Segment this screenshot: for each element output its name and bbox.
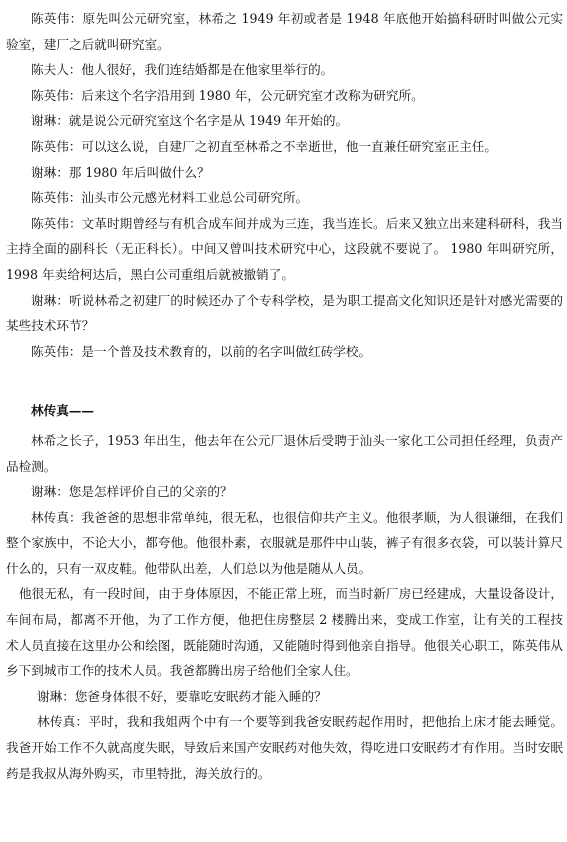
paragraph: 陈英伟：文革时期曾经与有机合成车间并成为三连，我当连长。后来又独立出来建科研科，我当主持全面的副科长（无正科长）。中间又曾叫技术研究中心，这段就不要说了。 1980 年叫研究所，1998 年卖给柯达后，黑白公司重组后就被撤销了。 bbox=[6, 215, 563, 282]
paragraph: 林希之长子，1953 年出生，他去年在公元厂退休后受聘于汕头一家化工公司担任经理，负责产品检测。 bbox=[6, 432, 563, 474]
paragraph: 谢琳：您爸身体很不好，要靠吃安眠药才能入睡的？ bbox=[37, 688, 327, 704]
section-heading: 林传真—— bbox=[31, 403, 94, 419]
paragraph: 谢琳：那 1980 年后叫做什么？ bbox=[31, 164, 210, 180]
paragraph: 陈英伟：是一个普及技术教育的，以前的名字叫做红砖学校。 bbox=[31, 343, 372, 359]
paragraph: 谢琳：您是怎样评价自己的父亲的？ bbox=[31, 484, 233, 500]
paragraph: 他很无私，有一段时间，由于身体原因，不能正常上班，而当时新厂房已经建成，大量设备设计，车间布局，都离不开他，为了工作方便，他把住房整层 2 楼腾出来，变成工作室，让有关的工程技术人员直接在这里办公和绘图，既能随时沟通，又能随时得到他亲自指导。他很关心职工，陈英伟从乡下到城市工作的技术人员。我爸都腾出房子给他们全家人住。 bbox=[6, 586, 563, 679]
paragraph: 林传真：我爸爸的思想非常单纯，很无私，也很信仰共产主义。他很孝顺，为人很谦细，在我们整个家族中，不论大小，都夸他。他很朴素，衣服就是那件中山装，裤子有很多衣袋，可以装计算尺什么的，只有一双皮鞋。他带队出差，人们总以为他是随从人员。 bbox=[6, 509, 563, 576]
paragraph: 陈英伟：汕头市公元感光材料工业总公司研究所。 bbox=[31, 190, 309, 206]
paragraph: 林传真：平时，我和我姐两个中有一个要等到我爸安眠药起作用时，把他抬上床才能去睡觉。我爸开始工作不久就高度失眠，导致后来国产安眠药对他失效，得吃进口安眠药才有作用。当时安眠药是我叔从海外购买，市里特批，海关放行的。 bbox=[6, 714, 563, 781]
paragraph: 陈夫人：他人很好，我们连结婚都是在他家里举行的。 bbox=[31, 62, 334, 78]
section-spacer bbox=[6, 364, 563, 390]
paragraph: 陈英伟：可以这么说，自建厂之初直至林希之不幸逝世，他一直兼任研究室正主任。 bbox=[31, 138, 497, 154]
paragraph: 陈英伟：原先叫公元研究室，林希之 1949 年初或者是 1948 年底他开始搞科研时叫做公元实验室，建厂之后就叫研究室。 bbox=[6, 11, 563, 52]
paragraph: 谢琳：就是说公元研究室这个名字是从 1949 年开始的。 bbox=[31, 113, 349, 129]
paragraph: 陈英伟：后来这个名字沿用到 1980 年，公元研究室才改称为研究所。 bbox=[31, 87, 424, 103]
paragraph: 谢琳：听说林希之初建厂的时候还办了个专科学校，是为职工提高文化知识还是针对感光需要的某些技术环节？ bbox=[6, 292, 563, 334]
